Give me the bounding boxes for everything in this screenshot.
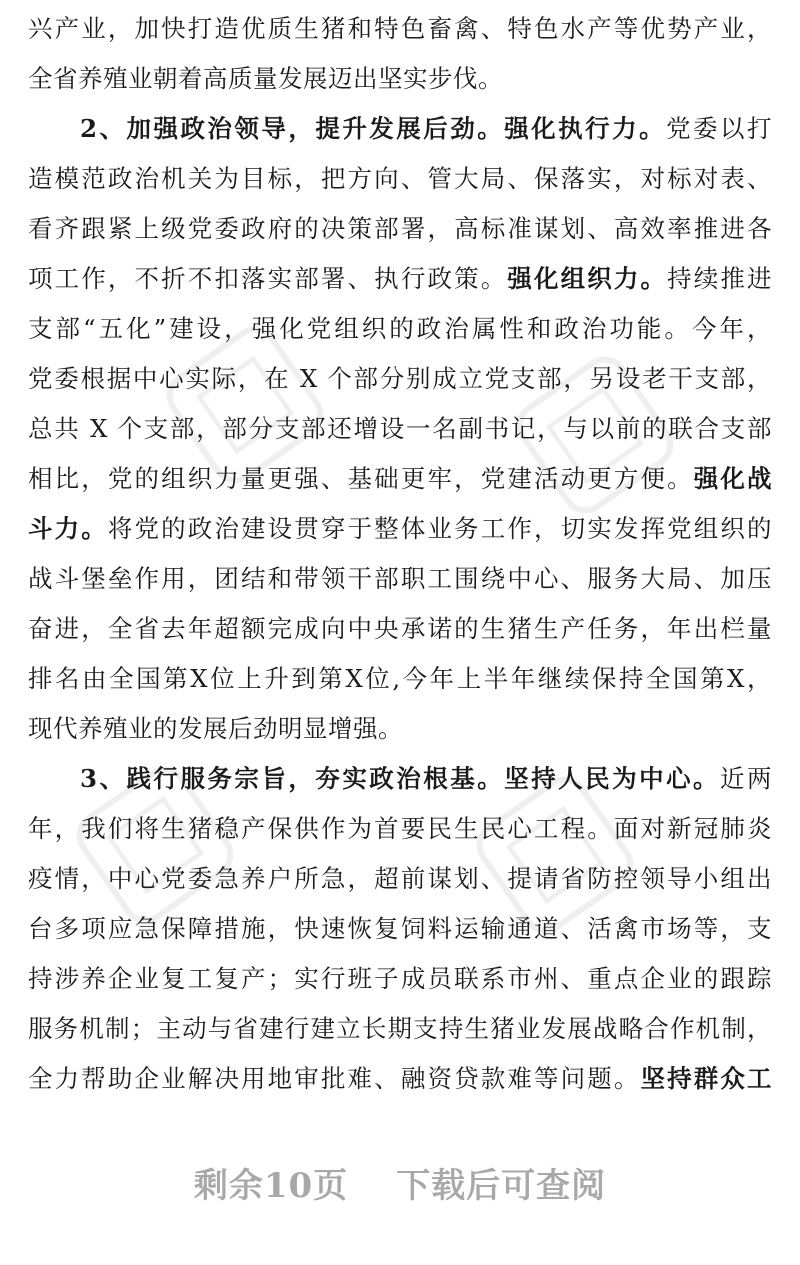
text-line <box>28 454 772 504</box>
download-to-read-label: 下载后可查阅 <box>396 1166 607 1206</box>
text-segment: 支部“五化”建设，强化党组织的政治属性和政治功能。今年， <box>28 314 772 343</box>
document-body <box>28 4 772 1104</box>
text-line <box>28 704 772 754</box>
text-line <box>28 904 772 954</box>
text-line <box>28 604 772 654</box>
text-line <box>28 404 772 454</box>
text-line <box>28 304 772 354</box>
text-segment: 看齐跟紧上级党委政府的决策部署，高标准谋划、高效率推进各 <box>28 214 772 243</box>
text-line <box>28 804 772 854</box>
text-segment: 服务机制；主动与省建行建立长期支持生猪业发展战略合作机制， <box>28 1014 772 1043</box>
text-segment: 持续推进 <box>667 264 773 293</box>
text-line <box>28 354 772 404</box>
text-line <box>28 1004 772 1054</box>
bold-text-segment: 3、践行服务宗旨，夯实政治根基。坚持人民为中心。 <box>80 764 721 793</box>
text-line <box>28 204 772 254</box>
bold-text-segment: 坚持群众工 <box>640 1064 773 1093</box>
text-line <box>28 754 772 804</box>
text-line <box>28 504 772 554</box>
text-line <box>28 254 772 304</box>
text-line <box>28 4 772 54</box>
bold-text-segment: 强化组织力。 <box>507 264 668 293</box>
text-segment: 近两 <box>720 764 773 793</box>
bold-text-segment: 斗力。 <box>28 514 108 543</box>
text-line <box>28 154 772 204</box>
text-segment: 将党的政治建设贯穿于整体业务工作，切实发挥党组织的 <box>107 514 772 543</box>
download-prompt[interactable] <box>0 1158 800 1207</box>
remaining-pages-label: 剩余10页 <box>193 1166 349 1206</box>
text-segment: 年，我们将生猪稳产保供作为首要民生民心工程。面对新冠肺炎 <box>28 814 772 843</box>
text-line <box>28 54 772 104</box>
text-segment: 相比，党的组织力量更强、基础更牢，党建活动更方便。 <box>28 464 694 493</box>
text-line <box>28 654 772 704</box>
text-segment: 台多项应急保障措施，快速恢复饲料运输通道、活禽市场等，支 <box>28 914 772 943</box>
bold-text-segment: 强化战 <box>693 464 773 493</box>
text-segment: 排名由全国第X位上升到第X位,今年上半年继续保持全国第X， <box>28 664 772 693</box>
text-line <box>28 954 772 1004</box>
text-segment: 党委根据中心实际，在 X 个部分别成立党支部，另设老干支部， <box>28 364 772 393</box>
bold-text-segment: 2、加强政治领导，提升发展后劲。强化执行力。 <box>80 114 667 143</box>
text-segment: 现代养殖业的发展后劲明显增强。 <box>28 714 403 743</box>
text-line <box>28 1054 772 1104</box>
text-segment: 持涉养企业复工复产；实行班子成员联系市州、重点企业的跟踪 <box>28 964 772 993</box>
text-line <box>28 104 772 154</box>
text-segment: 战斗堡垒作用，团结和带领干部职工围绕中心、服务大局、加压 <box>28 564 772 593</box>
text-segment: 总共 X 个支部，部分支部还增设一名副书记，与以前的联合支部 <box>28 414 772 443</box>
text-segment: 奋进，全省去年超额完成向中央承诺的生猪生产任务，年出栏量 <box>28 614 772 643</box>
text-line <box>28 554 772 604</box>
text-segment: 造模范政治机关为目标，把方向、管大局、保落实，对标对表、 <box>28 164 772 193</box>
text-segment: 兴产业，加快打造优质生猪和特色畜禽、特色水产等优势产业， <box>28 14 772 43</box>
text-segment: 全力帮助企业解决用地审批难、融资贷款难等问题。 <box>28 1064 641 1093</box>
text-line <box>28 854 772 904</box>
text-segment: 全省养殖业朝着高质量发展迈出坚实步伐。 <box>28 64 503 93</box>
text-segment: 党委以打 <box>666 114 773 143</box>
text-segment: 疫情，中心党委急养户所急，超前谋划、提请省防控领导小组出 <box>28 864 772 893</box>
text-segment: 项工作，不折不扣落实部署、执行政策。 <box>28 264 508 293</box>
